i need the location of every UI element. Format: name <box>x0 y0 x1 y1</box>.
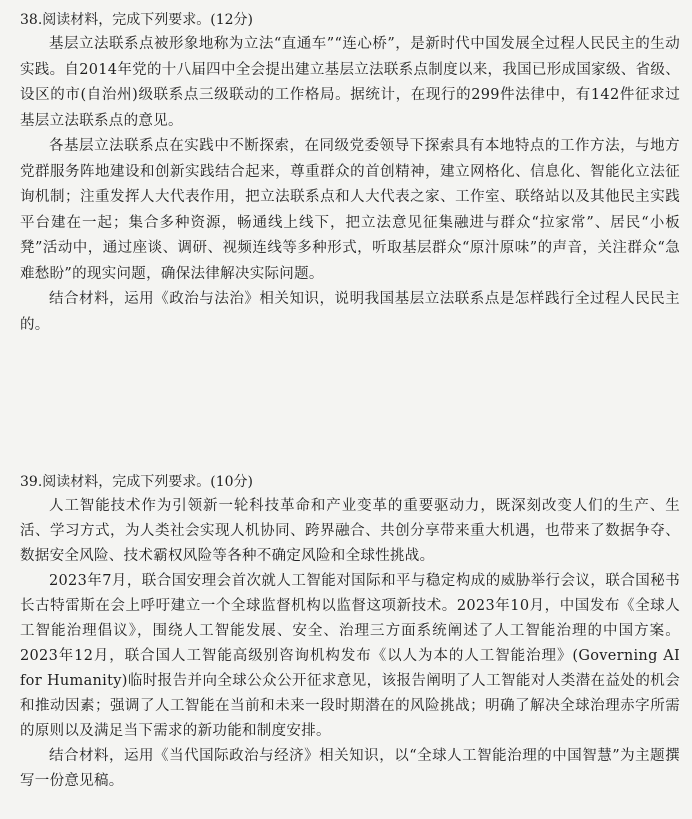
question-39-task: 结合材料，运用《当代国际政治与经济》相关知识，以“全球人工智能治理的中国智慧”为主题撰写一份意见稿。 <box>20 748 680 789</box>
question-38-header: 38.阅读材料，完成下列要求。(12分) <box>20 12 254 28</box>
question-38-material-2: 各基层立法联系点在实践中不断探索，在同级党委领导下探索具有本地特点的工作方法，与地方党群服务阵地建设和创新实践结合起来，尊重群众的首创精神，建立网格化、信息化、智能化立法征询机制；注重发挥人大代表作用，把立法联系点和人大代表之家、工作室、联络站以及其他民主实践平台建在一起；集合多种资源，畅通线上线下，把立法意见征集融进与群众“拉家常”、居民“小板凳”活动中，通过座谈、调研、视频连线等多种形式，听取基层群众“原汁原味”的声音，关注群众“急难愁盼”的现实问题，确保法律解决实际问题。 <box>20 138 680 282</box>
question-39 <box>20 470 680 794</box>
question-39-material-2: 2023年7月，联合国安理会首次就人工智能对国际和平与稳定构成的威胁举行会议，联合国秘书长古特雷斯在会上呼吁建立一个全球监督机构以监督这项新技术。2023年10月，中国发布《全球人工智能治理倡议》，围绕人工智能发展、安全、治理三方面系统阐述了人工智能治理的中国方案。2023年12月，联合国人工智能高级别咨询机构发布《以人为本的人工智能治理》(Governing AI for Humanity)临时报告并向全球公众公开征求意见，该报告阐明了人工智能对人类潜在益处的机会和推动因素；强调了人工智能在当前和未来一段时期潜在的风险挑战；明确了解决全球治理赤字所需的原则以及满足当下需求的新功能和制度安排。 <box>20 573 680 739</box>
question-38-task: 结合材料，运用《政治与法治》相关知识，说明我国基层立法联系点是怎样践行全过程人民民主的。 <box>20 291 680 333</box>
question-38-material-1: 基层立法联系点被形象地称为立法“直通车”“连心桥”，是新时代中国发展全过程人民民主的生动实践。自2014年党的十八届四中全会提出建立基层立法联系点制度以来，我国已形成国家级、省级、设区的市(自治州)级联系点三级联动的工作格局。据统计，在现行的299件法律中，有142件征求过基层立法联系点的意见。 <box>20 36 680 129</box>
question-39-material-1: 人工智能技术作为引领新一轮科技革命和产业变革的重要驱动力，既深刻改变人们的生产、生活、学习方式，为人类社会实现人机协同、跨界融合、共创分享带来重大机遇，也带来了数据争夺、数据安全风险、技术霸权风险等各种不确定风险和全球性挑战。 <box>20 498 680 564</box>
question-38 <box>20 8 680 338</box>
question-39-header: 39.阅读材料，完成下列要求。(10分) <box>20 474 254 490</box>
